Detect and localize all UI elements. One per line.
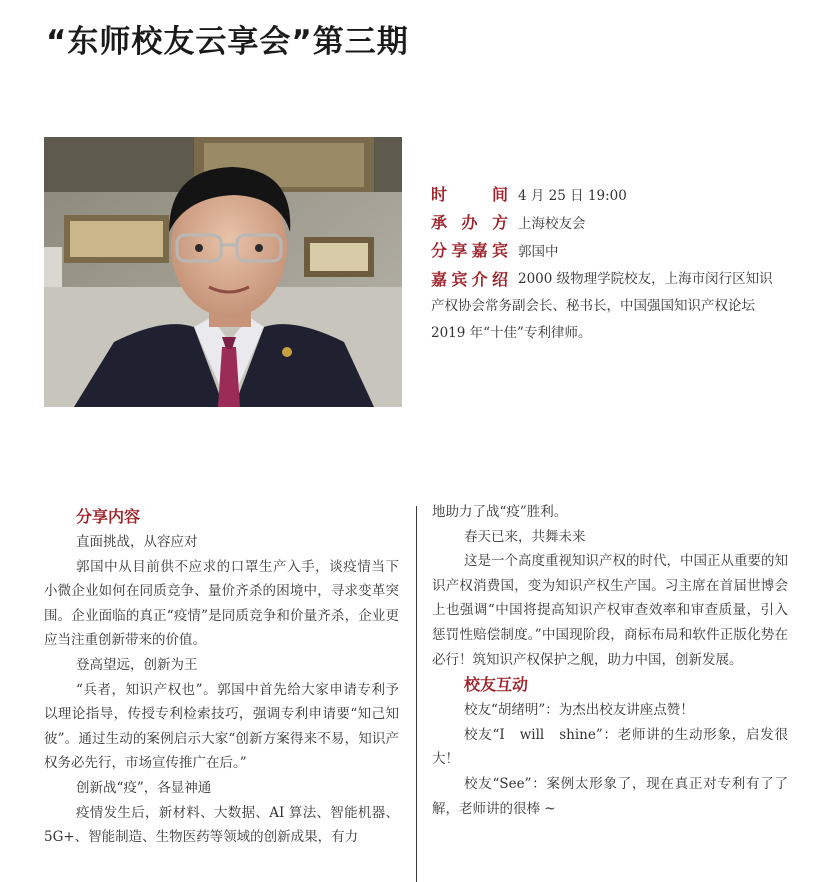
subheading-2: 登高望远，创新为王 bbox=[76, 656, 198, 673]
subheading-3: 创新战“疫”，各显神通 bbox=[76, 779, 212, 796]
comment-1: 校友“胡绪明”：为杰出校友讲座点赞！ bbox=[464, 702, 694, 719]
event-info bbox=[431, 182, 776, 347]
info-bio bbox=[431, 266, 776, 347]
time-value: 4 月 25 日 19:00 bbox=[518, 188, 627, 204]
organizer-value: 上海校友会 bbox=[518, 216, 586, 232]
organizer-label: 承办方 bbox=[431, 213, 508, 232]
content-column-right bbox=[432, 500, 788, 821]
comment-2: 校友“I will shine”：老师讲的生动形象，启发很大！ bbox=[432, 726, 788, 768]
info-organizer bbox=[431, 210, 776, 238]
page-title: “东师校友云享会”第三期 bbox=[46, 24, 409, 60]
time-label: 时 间 bbox=[431, 185, 508, 204]
paragraph-4: 这是一个高度重视知识产权的时代，中国正从重要的知识产权消费国，变为知识产权生产国。习主席在首届世博会上也强调“中国将提高知识产权审查效率和审查质量，引入惩罚性赔偿制度。”中国现阶段，商标布局和软件正版化势在必行！筑知识产权保护之舰，助力中国，创新发展。 bbox=[432, 553, 788, 668]
info-time bbox=[431, 182, 776, 210]
bio-text: 2000 级物理学院校友，上海市闵行区知识产权协会常务副会长、秘书长，中国强国知识产权论坛 2019 年“十佳”专利律师。 bbox=[431, 271, 773, 341]
paragraph-2: “兵者，知识产权也”。郭国中首先给大家申请专利予以理论指导，传授专利检索技巧，强调专利申请要“知己知彼”。通过生动的案例启示大家“创新方案得来不易，知识产权务必先行，市场宣传推广在后。” bbox=[44, 681, 399, 772]
info-guest bbox=[431, 238, 776, 266]
paragraph-1: 郭国中从目前供不应求的口罩生产入手，谈疫情当下小微企业如何在同质竞争、量价齐杀的困境中，寻求变革突围。企业面临的真正“疫情”是同质竞争和价量齐杀，企业更应当注重创新带来的价值。 bbox=[44, 558, 399, 649]
guest-photo bbox=[44, 137, 402, 407]
column-divider bbox=[416, 506, 417, 882]
paragraph-3-continued: 地助力了战“疫”胜利。 bbox=[432, 504, 568, 520]
guest-label: 分享嘉宾 bbox=[431, 241, 508, 260]
subheading-4: 春天已来，共舞未来 bbox=[464, 528, 586, 545]
bio-label: 嘉宾介绍 bbox=[431, 270, 508, 289]
guest-photo-illustration bbox=[44, 137, 402, 407]
interaction-heading: 校友互动 bbox=[464, 675, 529, 695]
comment-3: 校友“See”：案例太形象了，现在真正对专利有了了解，老师讲的很棒 ~ bbox=[432, 775, 788, 817]
paragraph-3: 疫情发生后，新材料、大数据、AI 算法、智能机器、5G+、智能制造、生物医药等领域的创新成果，有力 bbox=[44, 804, 399, 846]
content-heading: 分享内容 bbox=[76, 507, 141, 526]
content-column-left bbox=[44, 504, 399, 850]
guest-value: 郭国中 bbox=[518, 244, 559, 260]
subheading-1: 直面挑战，从容应对 bbox=[76, 534, 198, 550]
